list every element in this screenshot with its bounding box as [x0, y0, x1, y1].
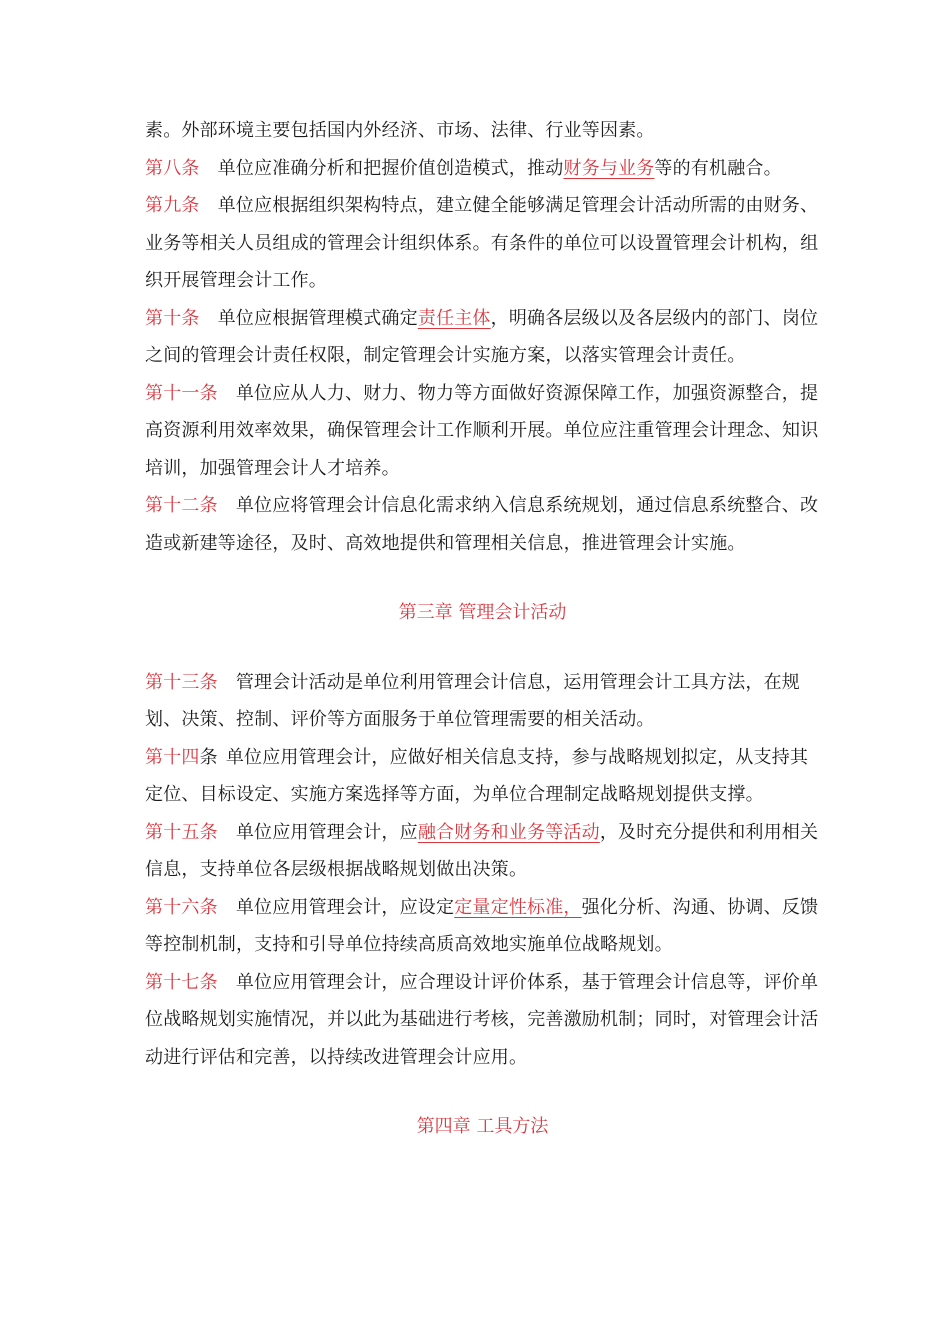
- chapter-heading-4: 第四章 工具方法: [416, 1116, 549, 1137]
- article-label: 第十五条: [145, 821, 218, 843]
- article-16: 第十六条 单位应用管理会计，应设定定量定性标准，强化分析、沟通、协调、反馈等控制机制，支持和引导单位持续高质高效地实施单位战略规划。: [145, 896, 819, 955]
- article-17: 第十七条 单位应用管理会计，应合理设计评价体系，基于管理会计信息等，评价单位战略规划实施情况，并以此为基础进行考核，完善激励机制；同时，对管理会计活动进行评估和完善，以持续改进管理会计应用。: [145, 971, 819, 1068]
- article-label: 第九条: [145, 195, 200, 216]
- article-label: 第八条: [145, 157, 200, 179]
- article-9: 第九条 单位应根据组织架构特点，建立健全能够满足管理会计活动所需的由财务、业务等相关人员组成的管理会计组织体系。有条件的单位可以设置管理会计机构，组织开展管理会计工作。: [145, 195, 819, 291]
- article-8: 第八条 单位应准确分析和把握价值创造模式，推动财务与业务等的有机融合。: [145, 157, 782, 179]
- article-label: 第十二条: [145, 495, 218, 516]
- article-11: 第十一条 单位应从人力、财力、物力等方面做好资源保障工作，加强资源整合，提高资源利用效率效果，确保管理会计工作顺利开展。单位应注重管理会计理念、知识培训，加强管理会计人才培养。: [145, 382, 819, 479]
- article-label: 第十三条: [145, 671, 218, 693]
- article-label: 第十七条: [145, 971, 218, 993]
- article-label: 第十条: [145, 307, 200, 329]
- highlighted-text: 融合财务和业务等活动: [417, 821, 600, 843]
- article-15: 第十五条 单位应用管理会计，应融合财务和业务等活动，及时充分提供和利用相关信息，支持单位各层级根据战略规划做出决策。: [145, 821, 819, 880]
- paragraph-continuation: 素。外部环境主要包括国内外经济、市场、法律、行业等因素。: [145, 120, 655, 141]
- article-12: 第十二条 单位应将管理会计信息化需求纳入信息系统规划，通过信息系统整合、改造或新建等途径，及时、高效地提供和管理相关信息，推进管理会计实施。: [145, 495, 819, 554]
- highlighted-text: 财务与业务: [563, 157, 655, 179]
- highlighted-text: 责任主体: [417, 307, 491, 329]
- article-label: 第十六条: [145, 896, 218, 918]
- chapter-heading-3: 第三章 管理会计活动: [398, 602, 567, 623]
- article-label: 第十一条: [145, 382, 218, 404]
- article-label: 第十四: [145, 746, 200, 768]
- highlighted-text: 定量定性标准，: [454, 896, 582, 918]
- article-10: 第十条 单位应根据管理模式确定责任主体，明确各层级以及各层级内的部门、岗位之间的管理会计责任权限，制定管理会计实施方案，以落实管理会计责任。: [145, 307, 819, 366]
- article-13: 第十三条 管理会计活动是单位利用管理会计信息，运用管理会计工具方法，在规划、决策、控制、评价等方面服务于单位管理需要的相关活动。: [145, 671, 801, 730]
- article-14: 第十四条 单位应用管理会计，应做好相关信息支持，参与战略规划拟定，从支持其定位、目标设定、实施方案选择等方面，为单位合理制定战略规划提供支撑。: [145, 746, 809, 805]
